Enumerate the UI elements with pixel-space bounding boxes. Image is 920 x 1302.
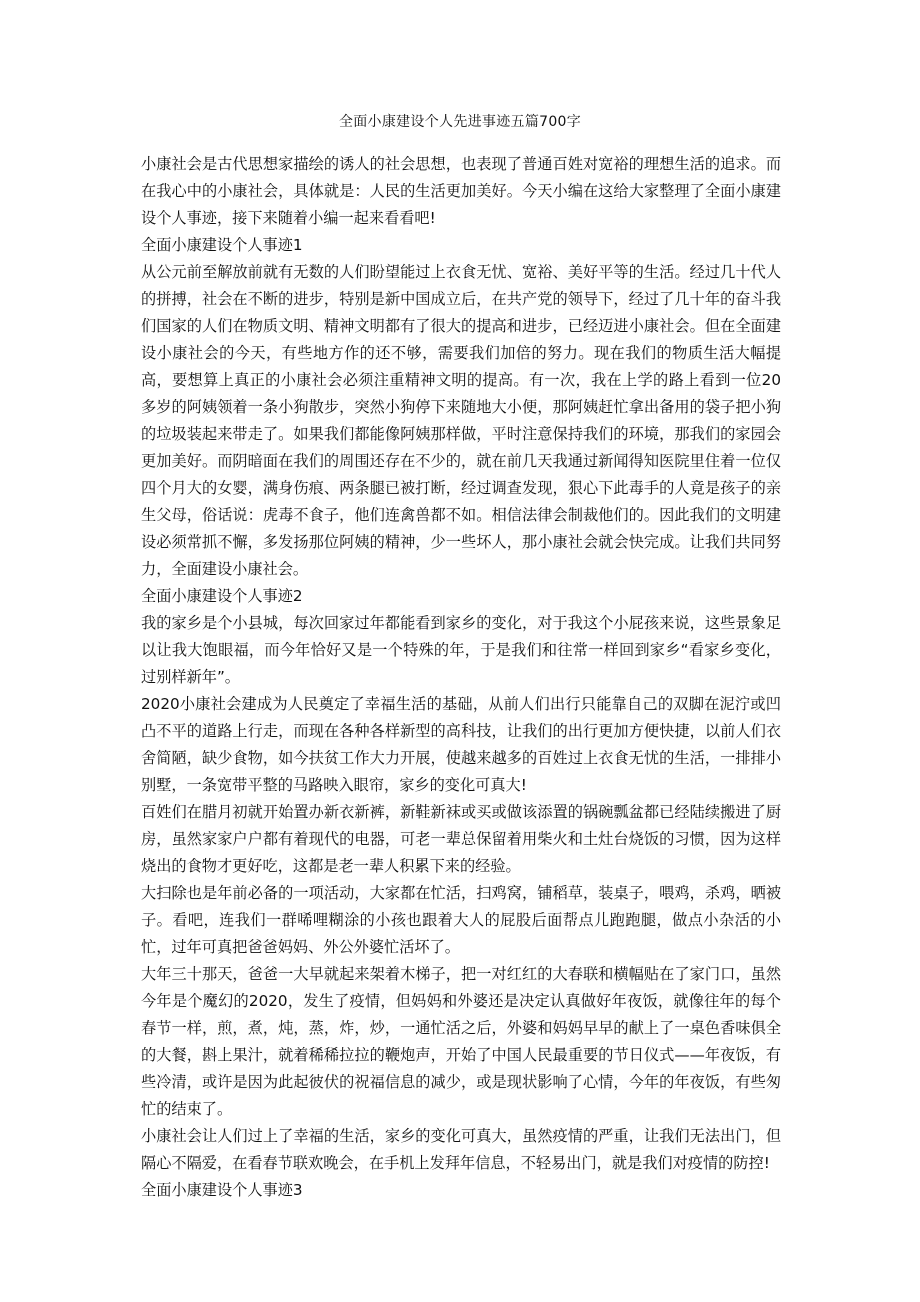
section-heading-2: 全面小康建设个人事迹2	[141, 587, 303, 605]
section-2-paragraph-6: 小康社会让人们过上了幸福的生活，家乡的变化可真大，虽然疫情的严重，让我们无法出门，但隔心不隔爱，在看春节联欢晚会，在手机上发拜年信息，不轻易出门，就是我们对疫情的防控!	[141, 1127, 781, 1172]
section-2-paragraph-4: 大扫除也是年前必备的一项活动，大家都在忙活，扫鸡窝，铺稻草，装桌子，喂鸡，杀鸡，晒被子。看吧，连我们一群唏哩糊涂的小孩也跟着大人的屁股后面帮点儿跑跑腿，做点小杂活的小忙，过年可真把爸爸妈妈、外公外婆忙活坏了。	[141, 884, 781, 956]
section-2-paragraph-3: 百姓们在腊月初就开始置办新衣新裤，新鞋新袜或买或做该添置的锅碗瓢盆都已经陆续搬进了厨房，虽然家家户户都有着现代的电器，可老一辈总保留着用柴火和土灶台烧饭的习惯，因为这样烧出的食物才更好吃，这都是老一辈人积累下来的经验。	[141, 803, 781, 875]
section-2-paragraph-2: 2020小康社会建成为人民奠定了幸福生活的基础，从前人们出行只能靠自己的双脚在泥泞或凹凸不平的道路上行走，而现在各种各样新型的高科技，让我们的出行更加方便快捷，以前人们衣舍简陋，缺少食物，如今扶贫工作大力开展，使越来越多的百姓过上衣食无忧的生活，一排排小别墅，一条宽带平整的马路映入眼帘，家乡的变化可真大!	[141, 695, 781, 794]
intro-paragraph: 小康社会是古代思想家描绘的诱人的社会思想，也表现了普通百姓对宽裕的理想生活的追求。而在我心中的小康社会，具体就是：人民的生活更加美好。今天小编在这给大家整理了全面小康建设个人事迹，接下来随着小编一起来看看吧!	[141, 155, 781, 227]
document-title: 全面小康建设个人先进事迹五篇700字	[338, 114, 582, 130]
section-2-paragraph-5: 大年三十那天，爸爸一大早就起来架着木梯子，把一对红红的大春联和横幅贴在了家门口，虽然今年是个魔幻的2020，发生了疫情，但妈妈和外婆还是决定认真做好年夜饭，就像往年的每个春节一样，煎，煮，炖，蒸，炸，炒，一通忙活之后，外婆和妈妈早早的献上了一桌色香味俱全的大餐，斟上果汁，就着稀稀拉拉的鞭炮声，开始了中国人民最重要的节日仪式——年夜饭，有些冷清，或许是因为此起彼伏的祝福信息的减少，或是现状影响了心情，今年的年夜饭，有些匆忙的结束了。	[141, 965, 781, 1118]
section-1-paragraph: 从公元前至解放前就有无数的人们盼望能过上衣食无忧、宽裕、美好平等的生活。经过几十代人的拼搏，社会在不断的进步，特别是新中国成立后，在共产党的领导下，经过了几十年的奋斗我们国家的人们在物质文明、精神文明都有了很大的提高和进步，已经迈进小康社会。但在全面建设小康社会的今天，有些地方作的还不够，需要我们加倍的努力。现在我们的物质生活大幅提高，要想算上真正的小康社会必须注重精神文明的提高。有一次，我在上学的路上看到一位20多岁的阿姨领着一条小狗散步，突然小狗停下来随地大小便，那阿姨赶忙拿出备用的袋子把小狗的垃圾装起来带走了。如果我们都能像阿姨那样做，平时注意保持我们的环境，那我们的家园会更加美好。而阴暗面在我们的周围还存在不少的，就在前几天我通过新闻得知医院里住着一位仅四个月大的女婴，满身伤痕、两条腿已被打断，经过调查发现，狠心下此毒手的人竟是孩子的亲生父母，俗话说：虎毒不食子，他们连禽兽都不如。相信法律会制裁他们的。因此我们的文明建设必须常抓不懈，多发扬那位阿姨的精神，少一些坏人，那小康社会就会快完成。让我们共同努力，全面建设小康社会。	[141, 263, 781, 578]
document-body	[141, 151, 781, 1204]
section-2-paragraph-1: 我的家乡是个小县城，每次回家过年都能看到家乡的变化，对于我这个小屁孩来说，这些景象足以让我大饱眼福，而今年恰好又是一个特殊的年，于是我们和往常一样回到家乡“看家乡变化，过别样新年”。	[141, 614, 781, 686]
section-heading-3: 全面小康建设个人事迹3	[141, 1181, 303, 1199]
section-heading-1: 全面小康建设个人事迹1	[141, 236, 303, 254]
